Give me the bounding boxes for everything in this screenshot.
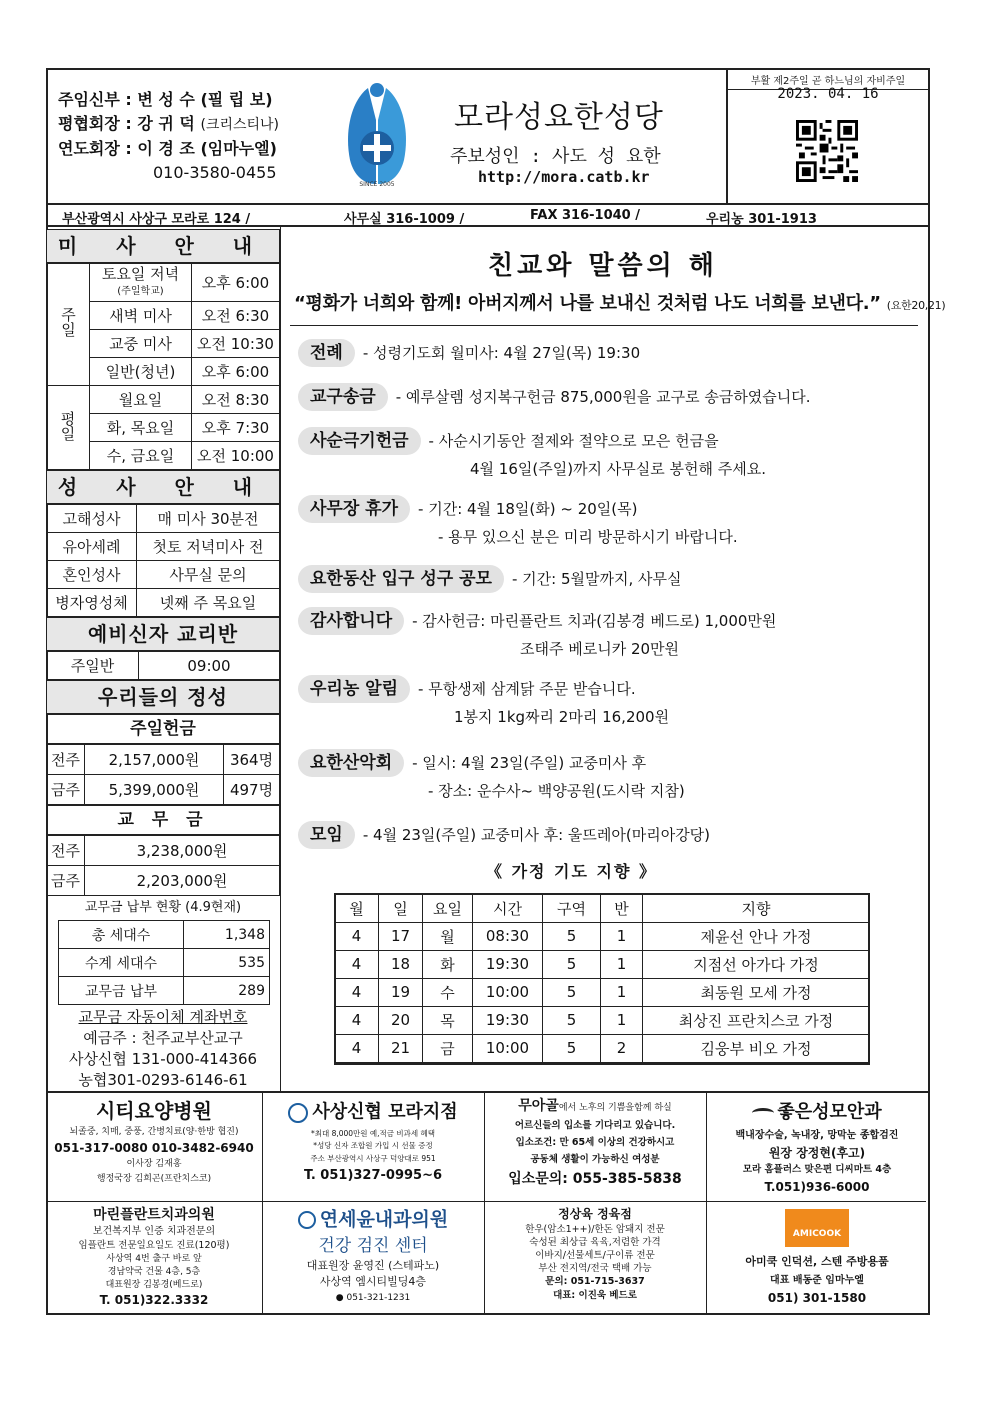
notice-tag: 요한동산 입구 성구 공모 — [298, 565, 504, 593]
cell: 5 — [543, 1006, 601, 1034]
status-label: 수계 세대수 — [59, 949, 184, 977]
table-row — [47, 836, 280, 866]
assoc-phone: 010-3580-0455 — [153, 163, 277, 182]
sacrament-name: 유아세례 — [47, 533, 137, 561]
left-column — [46, 229, 280, 1091]
divider — [262, 1093, 263, 1315]
mass-time: 오전 8:30 — [192, 386, 280, 414]
col-header: 요일 — [423, 894, 473, 922]
col-header: 구역 — [543, 894, 601, 922]
auto-transfer-title: 교무금 자동이체 계좌번호 — [78, 1008, 248, 1026]
parish-url[interactable]: http://mora.catb.kr — [478, 168, 650, 186]
notice-lent-offering: 사순극기헌금 - 사순시기동안 절제와 절약으로 모은 헌금을 4월 16일(주일)까지 사무실로 봉헌해 주세요. — [298, 427, 766, 483]
ad-butcher[interactable]: 정상육 정육점 한우(암소1++)/한돈 암돼지 전문 숙성된 최상급 육육,저렴한 가격 이바지/선물세트/구이류 전문 부산 전지역/전국 택배 가능 문의: 051-715-3637 대표: 이진욱 베드로 — [525, 1207, 665, 1301]
liturgical-sunday: 부활 제2주일 곧 하느님의 자비주일 — [728, 72, 928, 90]
notice-tag: 우리농 알림 — [298, 675, 410, 703]
family-prayer-table — [334, 893, 870, 1063]
family-prayer-title: 《 가정 기도 지향 》 — [486, 862, 658, 881]
offering-count: 497명 — [224, 775, 280, 805]
offering-amount: 2,157,000원 — [85, 745, 224, 775]
logo-since: SINCE 2005 — [359, 181, 395, 188]
credit-union-logo-icon — [288, 1103, 308, 1123]
patron-saint: 주보성인 : 사도 성 요한 — [450, 146, 661, 167]
dues-label: 전주 — [47, 836, 85, 866]
account-1: 사상신협 131-000-414366 — [68, 1050, 258, 1068]
status-label: 총 세대수 — [59, 921, 184, 949]
cell: 08:30 — [473, 922, 543, 950]
ad-eye-clinic[interactable]: 좋은성모안과 백내장수술, 녹내장, 망막눈 종합검진 원장 장정현(후고) 모라 홈플러스 맞은편 디씨마트 4층 T.051)936-6000 — [735, 1101, 899, 1194]
sacrament-name: 고해성사 — [47, 505, 137, 533]
ad-dental-clinic[interactable]: 마린플란트치과의원 보건복지부 인증 치과전문의 임플란트 전문일요일도 진료(120평) 사상역 4번 출구 바로 앞 경남약국 건물 4층, 5층 대표원장 김봉경(베드로) T. 051)322.3332 — [78, 1207, 230, 1307]
column-divider — [280, 227, 281, 1091]
ad-amicook[interactable]: AMICOOK 아미쿡 인덕션, 스텐 주방용품 대표 배동준 임마누엘 051) 301-1580 — [708, 1205, 926, 1313]
cell: 17 — [379, 922, 423, 950]
notice-meeting: 모임 - 4월 23일(주일) 교중미사 후: 울뜨레아(마리아강당) — [298, 821, 710, 849]
sacrament-value: 첫토 저녁미사 전 — [137, 533, 280, 561]
dues-status-table — [58, 920, 270, 1005]
weekday-group-label: 평일 — [47, 386, 90, 470]
cell: 19:30 — [473, 1006, 543, 1034]
assoc-line: 연도회장 : 이 경 조 (임마누엘) — [58, 139, 277, 158]
cell: 금 — [423, 1034, 473, 1062]
offering-label: 금주 — [47, 775, 85, 805]
cell: 5 — [543, 1034, 601, 1062]
mass-name: 새벽 미사 — [90, 302, 192, 330]
dues-amount: 3,238,000원 — [85, 836, 280, 866]
notice-tag: 전례 — [298, 339, 355, 367]
postal-number: 우리농 301-1913 — [706, 212, 817, 227]
mass-title: 미 사 안 내 — [46, 229, 280, 263]
cell: 19:30 — [473, 950, 543, 978]
chairman-line: 평협회장 : 강 귀 덕 (크리스티나) — [58, 114, 279, 133]
table-row — [335, 1034, 870, 1062]
ads-section — [46, 1091, 930, 1315]
table-row — [47, 745, 280, 775]
sacrament-name: 혼인성사 — [47, 561, 137, 589]
sunday-offering-title: 주일헌금 — [46, 714, 280, 744]
mass-time: 오후 6:00 — [192, 264, 280, 302]
status-label: 교무금 납부 — [59, 977, 184, 1005]
cell: 10:00 — [473, 1034, 543, 1062]
status-value: 1,348 — [184, 921, 270, 949]
cell: 김웅부 비오 가정 — [643, 1034, 870, 1062]
clinic-logo-icon — [298, 1211, 316, 1229]
col-header: 시간 — [473, 894, 543, 922]
fax-number: FAX 316-1040 / — [530, 208, 640, 223]
catechumen-table — [46, 651, 280, 680]
table-row — [47, 505, 280, 533]
sunday-group-label: 주일 — [47, 264, 90, 386]
catechumen-label: 주일반 — [47, 652, 139, 680]
divider — [290, 325, 918, 326]
notice-tag: 사무장 휴가 — [298, 495, 410, 523]
table-row — [59, 977, 270, 1005]
divider — [46, 1201, 926, 1202]
parish-logo — [338, 80, 416, 190]
pastor-line: 주임신부 : 변 성 수 (필 립 보) — [58, 90, 273, 109]
notice-tag: 사순극기헌금 — [298, 427, 421, 455]
mass-time: 오후 7:30 — [192, 414, 280, 442]
cell: 제윤선 안나 가정 — [643, 922, 870, 950]
dues-label: 금주 — [47, 866, 85, 896]
cell: 4 — [335, 978, 379, 1006]
mass-name: 월요일 — [90, 386, 192, 414]
notice-diocese-remit: 교구송금 - 예루살렘 성지복구헌금 875,000원을 교구로 송금하였습니다. — [298, 383, 811, 411]
notice-verse-contest: 요한동산 입구 성구 공모 - 기간: 5월말까지, 사무실 — [298, 565, 681, 593]
cell: 18 — [379, 950, 423, 978]
cell: 5 — [543, 978, 601, 1006]
table-row — [335, 950, 870, 978]
dues-title: 교 무 금 — [46, 805, 280, 835]
cell: 4 — [335, 922, 379, 950]
ad-city-hospital[interactable]: 시티요양병원 뇌졸중, 치매, 중풍, 간병치료(양·한방 협진) 051-317-0080 010-3482-6940 이사장 김재홍 행정국장 김희곤(프란치스코) — [54, 1099, 254, 1184]
sacrament-value: 넷째 주 목요일 — [137, 589, 280, 617]
cell: 목 — [423, 1006, 473, 1034]
cell: 4 — [335, 1006, 379, 1034]
col-header: 일 — [379, 894, 423, 922]
notice-tag: 요한산악회 — [298, 749, 404, 777]
date-box — [726, 70, 930, 204]
cell: 20 — [379, 1006, 423, 1034]
catechumen-title: 예비신자 교리반 — [46, 617, 280, 651]
cell: 4 — [335, 950, 379, 978]
notice-office-leave: 사무장 휴가 - 기간: 4월 18일(화) ~ 20일(목) - 용무 있으신 분은 미리 방문하시기 바랍니다. — [298, 495, 738, 551]
col-header: 지향 — [643, 894, 870, 922]
col-header: 반 — [601, 894, 643, 922]
table-row — [47, 533, 280, 561]
account-holder: 예금주 : 천주교부산교구 — [83, 1029, 243, 1047]
mass-name: 수, 금요일 — [90, 442, 192, 470]
table-row — [47, 386, 280, 414]
cell: 최동원 모세 가정 — [643, 978, 870, 1006]
address-bar — [46, 203, 930, 227]
mass-time: 오후 6:00 — [192, 358, 280, 386]
cell: 5 — [543, 950, 601, 978]
notice-hiking-club: 요한산악회 - 일시: 4월 23일(주일) 교중미사 후 - 장소: 운수사~ 백양공원(도시락 지참) — [298, 749, 685, 805]
status-value: 535 — [184, 949, 270, 977]
table-row — [335, 1006, 870, 1034]
offering-label: 전주 — [47, 745, 85, 775]
cell: 19 — [379, 978, 423, 1006]
dues-table — [46, 835, 280, 896]
table-row — [47, 264, 280, 302]
mass-time: 오전 10:00 — [192, 442, 280, 470]
auto-transfer-block — [46, 1007, 280, 1091]
notice-tag: 감사합니다 — [298, 607, 404, 635]
sacrament-name: 병자영성체 — [47, 589, 137, 617]
ad-credit-union[interactable]: 사상신협 모라지점 *최대 8,000만원 예,적금 비과세 혜택 *성당 신자 조합원 가입 시 선물 증정 주소 부산광역시 사상구 덕양대로 951 T. 051)327-0995~6 — [264, 1097, 482, 1201]
table-row — [59, 921, 270, 949]
cell: 5 — [543, 922, 601, 950]
ad-nursing-home[interactable]: 무아골에서 노후의 기쁨을함께 하실 어르신들의 입소를 기다리고 있습니다. 입소조건: 만 65세 이상의 건강하시고 공동체 생활이 가능하신 여성분 입소문의: 055-385-5838 — [508, 1098, 682, 1187]
cell: 10:00 — [473, 978, 543, 1006]
catechumen-time: 09:00 — [139, 652, 280, 680]
dues-status-title: 교무금 납부 현황 (4.9현재) — [84, 900, 242, 915]
mass-name: 교중 미사 — [90, 330, 192, 358]
cell: 1 — [601, 978, 643, 1006]
verse-reference: (요한20,21) — [886, 299, 946, 312]
eye-logo-icon — [752, 1108, 774, 1118]
table-row — [47, 589, 280, 617]
scripture-verse: “평화가 너희와 함께! 아버지께서 나를 보내신 것처럼 나도 너희를 보낸다.” (요한20,21) — [294, 293, 946, 314]
amicook-logo: AMICOOK — [785, 1209, 849, 1247]
cell: 2 — [601, 1034, 643, 1062]
table-row — [59, 949, 270, 977]
qr-code-icon[interactable] — [796, 120, 858, 182]
table-row — [47, 775, 280, 805]
table-row — [335, 978, 870, 1006]
notice-woorinong: 우리농 알림 - 무항생제 삼계닭 주문 받습니다. 1봉지 1kg짜리 2마리 16,200원 — [298, 675, 669, 731]
divider — [706, 1093, 707, 1315]
table-row — [47, 866, 280, 896]
bulletin-date: 2023. 04. 16 — [777, 86, 879, 102]
table-header-row — [335, 894, 870, 922]
cell: 수 — [423, 978, 473, 1006]
offering-amount: 5,399,000원 — [85, 775, 224, 805]
offering-title: 우리들의 정성 — [46, 680, 280, 714]
sunday-offering-table — [46, 744, 280, 805]
mass-table — [46, 263, 280, 470]
office-phone: 사무실 316-1009 / — [344, 212, 465, 227]
table-row — [47, 561, 280, 589]
notice-tag: 모임 — [298, 821, 355, 849]
ad-internal-medicine[interactable]: 연세윤내과의원 건강 검진 센터 대표원장 윤영진 (스테파노) 사상역 엠시티빌딩4층 ● 051-321-1231 — [264, 1205, 482, 1313]
mass-name: 화, 목요일 — [90, 414, 192, 442]
notice-tag: 교구송금 — [298, 383, 388, 411]
address: 부산광역시 사상구 모라로 124 / — [62, 212, 251, 227]
cell: 월 — [423, 922, 473, 950]
notice-liturgy: 전례 - 성령기도회 월미사: 4월 27일(목) 19:30 — [298, 339, 640, 367]
table-row — [335, 922, 870, 950]
phone-icon: ● — [335, 1292, 344, 1303]
mass-name: 일반(청년) — [90, 358, 192, 386]
sacrament-value: 사무실 문의 — [137, 561, 280, 589]
cell: 1 — [601, 950, 643, 978]
cell: 지점선 아가다 가정 — [643, 950, 870, 978]
cell: 21 — [379, 1034, 423, 1062]
divider — [484, 1093, 485, 1315]
cell: 4 — [335, 1034, 379, 1062]
cell: 1 — [601, 1006, 643, 1034]
cell: 1 — [601, 922, 643, 950]
cell: 최상진 프란치스코 가정 — [643, 1006, 870, 1034]
dues-amount: 2,203,000원 — [85, 866, 280, 896]
sacrament-value: 매 미사 30분전 — [137, 505, 280, 533]
sacrament-title: 성 사 안 내 — [46, 470, 280, 504]
year-theme-title: 친교와 말씀의 해 — [488, 251, 718, 281]
status-value: 289 — [184, 977, 270, 1005]
account-2: 농협301-0293-6146-61 — [78, 1071, 248, 1089]
parish-name: 모라성요한성당 — [454, 100, 664, 135]
notice-thanks: 감사합니다 - 감사헌금: 마린플란트 치과(김봉경 베드로) 1,000만원 조태주 베로니카 20만원 — [298, 607, 776, 663]
sacrament-table — [46, 504, 280, 617]
mass-time: 오전 10:30 — [192, 330, 280, 358]
col-header: 월 — [335, 894, 379, 922]
mass-time: 오전 6:30 — [192, 302, 280, 330]
mass-name: 토요일 저녁 (주일학교) — [90, 264, 192, 302]
cell: 화 — [423, 950, 473, 978]
offering-count: 364명 — [224, 745, 280, 775]
staff-info — [58, 88, 279, 185]
table-row — [47, 652, 280, 680]
